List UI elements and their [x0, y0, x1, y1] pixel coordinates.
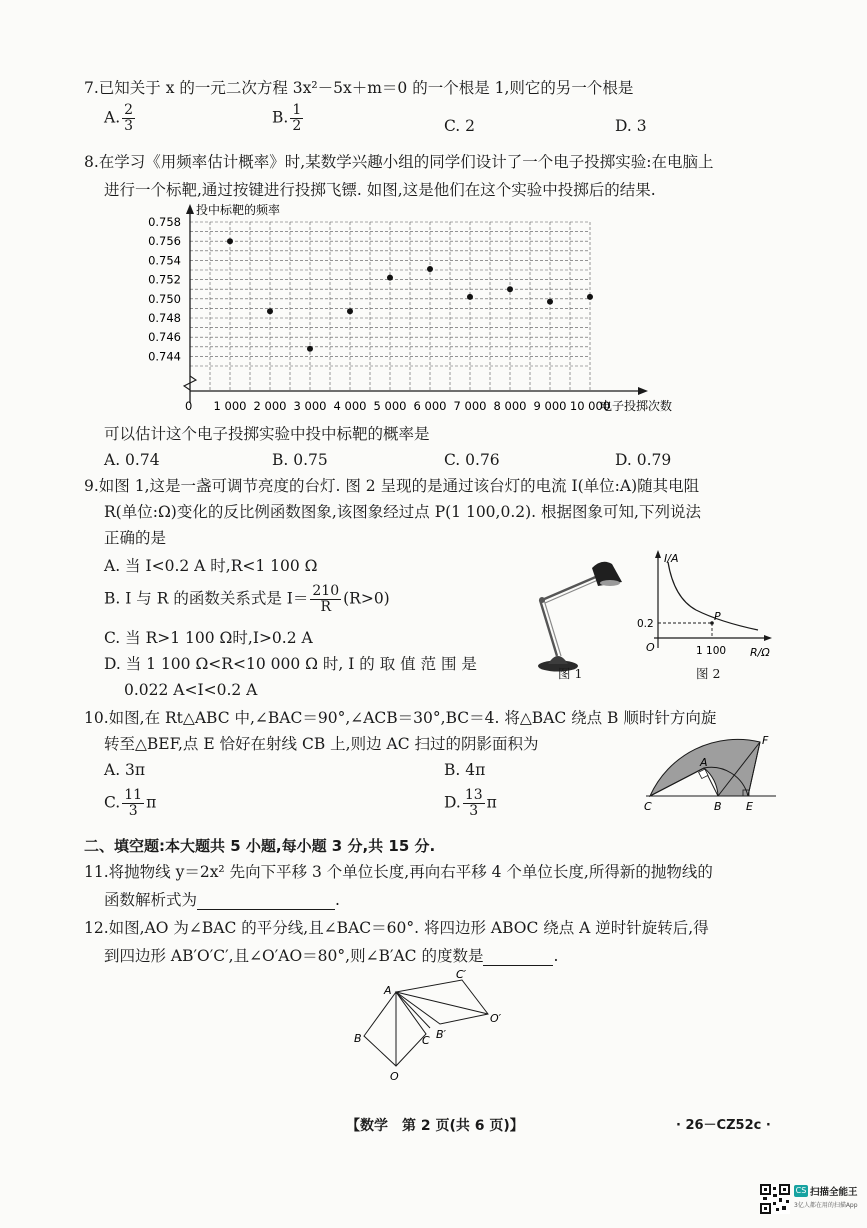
q10-stem-line1: 10.如图,在 Rt△ABC 中,∠BAC＝90°,∠ACB＝30°,BC＝4. 将△BAC 绕点 B 顺时针方向旋: [84, 709, 717, 727]
q10-option-a: A. 3π: [104, 761, 146, 779]
lamp-upper-arm-b: [545, 580, 598, 603]
label-b-prime: B′: [436, 1028, 447, 1041]
q11-stem-line1: 11.将抛物线 y＝2x² 先向下平移 3 个单位长度,再向右平移 4 个单位长度,所得新的抛物线的: [84, 863, 713, 881]
q7-option-a: A. $\frac{2}{3}$: [104, 102, 134, 134]
q11-stem-line2: 函数解析式为 .: [104, 891, 340, 909]
data-point: [547, 299, 553, 305]
q8-stem-line1: 8.在学习《用频率估计概率》时,某数学兴趣小组的同学们设计了一个电子投掷实验:在电脑上: [84, 153, 714, 171]
graph-y-label: I/A: [664, 552, 679, 565]
origin-label: 0: [185, 399, 193, 413]
label-a12: A: [384, 984, 392, 997]
q9-stem-line1: 9.如图 1,这是一盏可调节亮度的台灯. 图 2 呈现的是通过该台灯的电流 I(单位:A)随其电阻: [84, 477, 700, 495]
q7-a-fraction: $\frac{2}{3}$: [124, 102, 134, 134]
graph-y-arrow: [655, 550, 661, 558]
section-2-heading: 二、填空题:本大题共 5 小题,每小题 3 分,共 15 分.: [84, 837, 436, 855]
label-f: F: [762, 734, 769, 747]
qr-code-icon: [760, 1184, 790, 1214]
q9-b-fraction: $\frac{210}{R}$: [312, 583, 340, 615]
q10-d-fraction: $\frac{13}{3}$: [464, 787, 483, 819]
y-tick-labels: [148, 215, 181, 363]
q10-c-fraction: $\frac{11}{3}$: [124, 787, 143, 819]
fig2-caption: 图 2: [696, 666, 721, 681]
q9-option-d-line2: 0.022 A<I<0.2 A: [124, 681, 258, 699]
graph-y-value: 0.2: [637, 618, 654, 630]
label-c: C: [644, 800, 652, 813]
y-tick-label: 0.756: [148, 234, 181, 249]
q12-stem-line1: 12.如图,AO 为∠BAC 的平分线,且∠BAC＝60°. 将四边形 ABOC 绕点 A 逆时针旋转后,得: [84, 919, 709, 937]
data-point: [587, 294, 593, 300]
x-tick-label: 1 000: [213, 399, 247, 413]
q10-option-d: D. $\frac{13}{3}$ π: [444, 787, 497, 819]
q9-stem-line3: 正确的是: [104, 529, 167, 547]
x-axis-title: 电子投掷次数: [600, 399, 673, 413]
data-point: [307, 346, 313, 352]
q10-option-c: C. $\frac{11}{3}$ π: [104, 787, 157, 819]
q11-answer-blank[interactable]: [197, 891, 335, 910]
x-tick-label: 9 000: [533, 399, 567, 413]
lamp-lower-arm: [540, 600, 557, 656]
q9-option-a: A. 当 I<0.2 A 时,R<1 100 Ω: [104, 557, 318, 575]
chart-axes: [184, 204, 648, 403]
graph-origin: O: [646, 641, 655, 654]
label-c-prime: C′: [456, 968, 467, 981]
q12-answer-blank[interactable]: [483, 947, 553, 966]
data-point: [387, 275, 393, 281]
q9-option-b: B. I 与 R 的函数关系式是 I＝ $\frac{210}{R}$ (R>0): [104, 583, 390, 615]
y-tick-label: 0.754: [148, 253, 181, 268]
graph-p-label: P: [714, 610, 721, 623]
q12-stem-line2: 到四边形 AB′O′C′,且∠O′AO＝80°,则∠B′AC 的度数是 .: [104, 947, 559, 965]
q9-stem-line2: R(单位:Ω)变化的反比例函数图象,该图象经过点 P(1 100,0.2). 根据图象可知,下列说法: [104, 503, 701, 521]
q7-option-b: B. $\frac{1}{2}$: [272, 102, 302, 134]
label-b12: B: [354, 1032, 362, 1045]
x-tick-label: 7 000: [453, 399, 487, 413]
page-footer-code: · 26－CZ52c ·: [676, 1118, 771, 1133]
x-tick-label: 6 000: [413, 399, 447, 413]
label-o-prime: O′: [490, 1012, 502, 1025]
data-point: [227, 238, 233, 244]
q8-option-c: C. 0.76: [444, 451, 500, 469]
inverse-function-graph: [634, 548, 788, 664]
segment-ac-b2: [396, 992, 430, 1028]
y-axis-arrow: [186, 204, 194, 214]
x-tick-labels: [214, 399, 611, 413]
data-point: [267, 308, 273, 314]
x-tick-label: 5 000: [373, 399, 407, 413]
x-tick-label: 2 000: [253, 399, 287, 413]
scanner-subtitle: 3亿人都在用的扫描App: [794, 1202, 858, 1209]
quad-ab2o2c2: [396, 980, 488, 1024]
graph-x-label: R/Ω: [750, 646, 770, 659]
chart-grid: [190, 222, 590, 391]
rotation-shaded-figure: [636, 730, 786, 818]
y-tick-label: 0.746: [148, 330, 181, 345]
lamp-bulb: [600, 580, 620, 586]
lamp-base-top: [548, 656, 568, 664]
label-a: A: [700, 756, 708, 769]
label-c12: C: [422, 1034, 430, 1047]
page-footer-center: 【数学 第 2 页(共 6 页)】: [346, 1118, 524, 1134]
scanner-title: 扫描全能王: [810, 1187, 858, 1198]
x-tick-label: 10 000: [569, 399, 611, 413]
q10-option-b: B. 4π: [444, 761, 486, 779]
q7-option-c: C. 2: [444, 117, 476, 135]
hyperbola-curve: [668, 562, 758, 630]
q8-stem-line2: 进行一个标靶,通过按键进行投掷飞镖. 如图,这是他们在这个实验中投掷后的结果.: [104, 181, 656, 199]
data-point: [347, 308, 353, 314]
y-tick-label: 0.752: [148, 272, 181, 287]
q8-option-d: D. 0.79: [615, 451, 672, 469]
fig1-caption: 图 1: [558, 666, 583, 681]
y-tick-label: 0.748: [148, 311, 181, 325]
q9-option-c: C. 当 R>1 100 Ω时,I>0.2 A: [104, 629, 313, 647]
label-b: B: [714, 800, 722, 813]
x-tick-label: 3 000: [293, 399, 327, 413]
x-tick-label: 4 000: [333, 399, 367, 413]
data-point: [427, 266, 433, 272]
graph-x-value: 1 100: [696, 645, 727, 657]
q8-question: 可以估计这个电子投掷实验中投中标靶的概率是: [104, 425, 430, 443]
data-point: [507, 286, 513, 292]
q9-option-d-line1: D. 当 1 100 Ω<R<10 000 Ω 时, I 的 取 值 范 围 是: [104, 655, 477, 673]
lamp-lower-arm-b: [544, 600, 561, 656]
q7-stem: 7.已知关于 x 的一元二次方程 3x²－5x＋m＝0 的一个根是 1,则它的另一个根是: [84, 79, 634, 97]
q10-stem-line2: 转至△BEF,点 E 恰好在射线 CB 上,则边 AC 扫过的阴影面积为: [104, 735, 539, 753]
data-point: [467, 294, 473, 300]
scanner-watermark: [760, 1180, 860, 1220]
label-e: E: [746, 800, 753, 813]
y-axis-title: 投中标靶的频率: [196, 203, 281, 217]
graph-x-arrow: [764, 635, 772, 641]
y-tick-label: 0.758: [148, 215, 181, 229]
q7-b-fraction: $\frac{1}{2}$: [292, 102, 302, 134]
lamp-upper-arm: [542, 576, 598, 600]
y-tick-label: 0.750: [148, 291, 181, 306]
frequency-scatter-chart: [140, 198, 740, 420]
x-axis-arrow: [638, 387, 648, 395]
q8-option-a: A. 0.74: [104, 451, 160, 469]
q8-option-b: B. 0.75: [272, 451, 328, 469]
scanner-badge: CS: [795, 1186, 807, 1195]
q7-option-d: D. 3: [615, 117, 647, 135]
x-tick-label: 8 000: [493, 399, 527, 413]
quad-aboc: [364, 992, 426, 1066]
y-tick-label: 0.744: [148, 349, 181, 364]
quadrilateral-rotation-figure: [350, 968, 514, 1086]
label-o12: O: [390, 1070, 399, 1083]
